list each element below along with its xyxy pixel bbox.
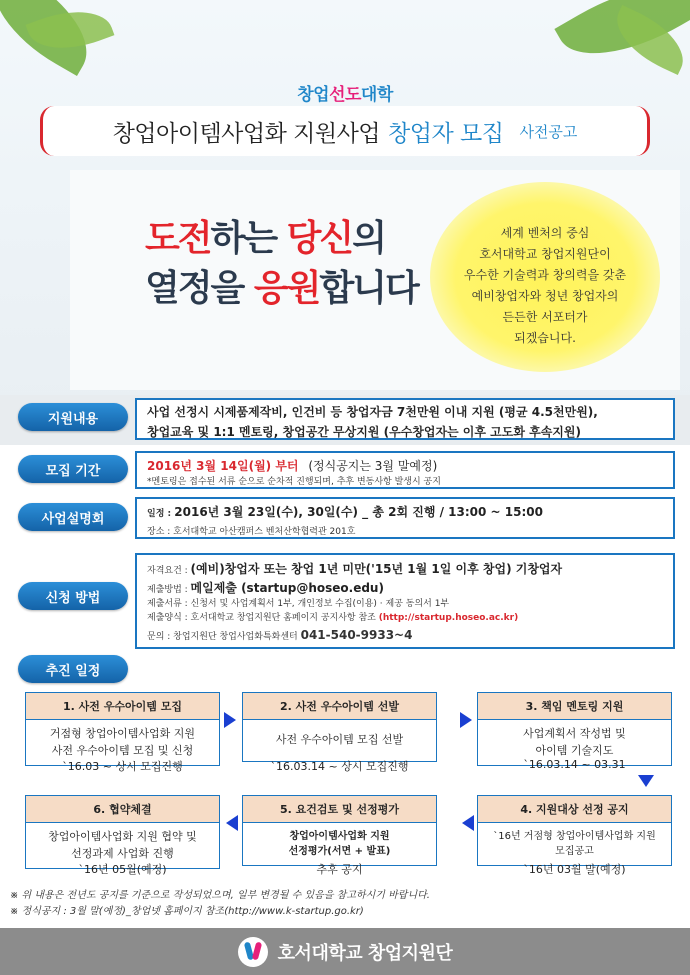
message-line: 우수한 기술력과 창의력을 갖춘 xyxy=(463,268,627,282)
step-2-caption: `16.03.14 ~ 상시 모집진행 xyxy=(270,760,409,773)
brand-logo: 창업선도대학 xyxy=(297,85,393,105)
step-6-caption: `16년 05월(예정) xyxy=(78,863,167,876)
hero-banner xyxy=(0,0,690,405)
step-5-caption: 추후 공지 xyxy=(316,863,363,876)
arrow-right-icon xyxy=(224,712,236,728)
step-3-caption: `16.03.14 ~ 03.31 xyxy=(523,758,626,771)
period-sub: *멘토링은 접수된 서류 순으로 순차적 진행되며, 추후 변동사항 발생시 공지 xyxy=(147,477,441,487)
step-2: 2. 사전 우수아이템 선발 사전 우수아이템 모집 선발 xyxy=(242,692,437,762)
step-3: 3. 책임 멘토링 지원 사업계획서 작성법 및 아이템 기술지도 xyxy=(477,692,672,766)
label-process: 추진 일정 xyxy=(18,655,128,683)
support-box xyxy=(135,398,675,440)
message-burst xyxy=(430,182,660,372)
note-line-2: ※ 정식공지 : 3월 말(예정)_창업넷 홈페이지 참조(http://www.k-startup.go.kr) xyxy=(10,906,364,917)
support-line-1: 사업 선정시 시제품제작비, 인건비 등 창업자금 7천만원 이내 지원 (평균 4.5천만원), xyxy=(147,405,598,419)
arrow-down-icon xyxy=(638,775,654,787)
note-line-1: ※ 위 내용은 전년도 공지를 기준으로 작성되었으며, 일부 변경될 수 있음을 참고하시기 바랍니다. xyxy=(10,890,430,901)
apply-requirement: (예비)창업자 또는 창업 1년 미만('15년 1월 1일 이후 창업) 기창업자 xyxy=(190,562,563,576)
arrow-right-icon xyxy=(460,712,472,728)
org-logo-icon xyxy=(238,937,268,967)
message-line: 되겠습니다. xyxy=(514,331,576,345)
label-period: 모집 기간 xyxy=(18,455,128,483)
message-line: 세계 벤처의 중심 xyxy=(500,226,590,240)
briefing-box: 일정 : 2016년 3월 23일(수), 30일(수) _ 총 2회 진행 / 13:00 ~ 15:00 장소 : 호서대학교 아산캠퍼스 벤처산학협력관 201호 xyxy=(135,497,675,539)
apply-method: 메일제출 (startup@hoseo.edu) xyxy=(190,580,384,595)
period-note: (정식공지는 3월 말예정) xyxy=(308,459,438,473)
step-6: 6. 협약체결 창업아이템사업화 지원 협약 및 선정과제 사업화 진행 xyxy=(25,795,220,869)
arrow-left-icon xyxy=(462,815,474,831)
label-support: 지원내용 xyxy=(18,403,128,431)
briefing-schedule: 2016년 3월 23일(수), 30일(수) _ 총 2회 진행 / 13:00 ~ 15:00 xyxy=(174,505,543,519)
step-1-caption: `16.03 ~ 상시 모집진행 xyxy=(62,760,183,773)
message-line: 든든한 서포터가 xyxy=(502,310,588,324)
period-box xyxy=(135,451,675,489)
slogan-line-2: 열정을 응원합니다 xyxy=(145,268,418,309)
step-4-caption: `16년 03월 말(예정) xyxy=(523,863,626,876)
briefing-place: 장소 : 호서대학교 아산캠퍼스 벤처산학협력관 201호 xyxy=(147,527,356,537)
page-title: 창업아이템사업화 지원사업 창업자 모집 사전공고 xyxy=(40,106,650,156)
message-line: 호서대학교 창업지원단이 xyxy=(479,247,611,261)
notes xyxy=(10,888,430,920)
step-1: 1. 사전 우수아이템 모집 거점형 창업아이템사업화 지원 사전 우수아이템 모집 및 신청 xyxy=(25,692,220,766)
slogan-line-1: 도전하는 당신의 xyxy=(145,218,385,259)
support-line-2: 창업교육 및 1:1 멘토링, 창업공간 무상지원 (우수창업자는 이후 고도화 후속지원) xyxy=(147,425,581,439)
apply-url-link[interactable]: (http://startup.hoseo.ac.kr) xyxy=(378,612,519,623)
apply-phone: 041-540-9933~4 xyxy=(300,627,413,642)
label-apply: 신청 방법 xyxy=(18,582,128,610)
step-4: 4. 지원대상 선정 공지 `16년 거점형 창업아이템사업화 지원 모집공고 xyxy=(477,795,672,866)
apply-box: 자격요건 : (예비)창업자 또는 창업 1년 미만('15년 1월 1일 이후 창업) 기창업자 제출방법 : 메일제출 (startup@hoseo.edu) 제출서류 : 신청서 및 사업계획서 1부, 개인정보 수집(이용) · 제공 동의서 1부 제출양식 : 호서대학교 창업지원단 홈페이지 공지사항 참조 (http://startup.hoseo.ac.kr) 문의 : 창업지원단 창업사업화특화센터 041-540-9933~4 xyxy=(135,553,675,649)
apply-docs: 제출서류 : 신청서 및 사업계획서 1부, 개인정보 수집(이용) · 제공 동의서 1부 xyxy=(147,598,450,609)
footer xyxy=(0,928,690,975)
label-briefing: 사업설명회 xyxy=(18,503,128,531)
period-date: 2016년 3월 14일(월) 부터 xyxy=(147,459,299,473)
footer-org-name: 호서대학교 창업지원단 xyxy=(277,942,453,964)
arrow-left-icon xyxy=(226,815,238,831)
message-line: 예비창업자와 청년 창업자의 xyxy=(471,289,619,303)
step-5: 5. 요건검토 및 선정평가 창업아이템사업화 지원 선정평가(서면 + 발표) xyxy=(242,795,437,866)
